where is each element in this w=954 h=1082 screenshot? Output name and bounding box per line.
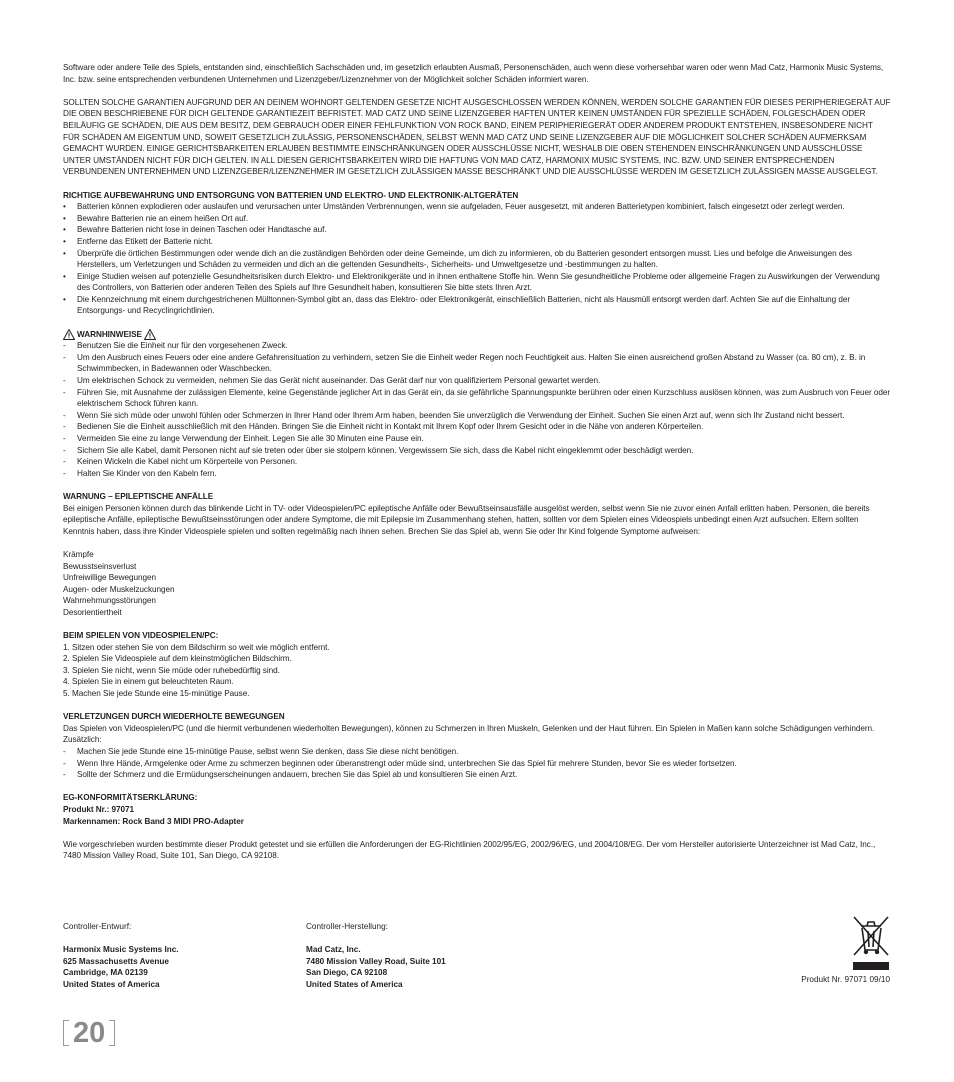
list-item: 1. Sitzen oder stehen Sie von dem Bildschirm so weit wie möglich entfernt. xyxy=(63,642,330,652)
list-item: Wahrnehmungsstörungen xyxy=(63,596,156,606)
product-code: Produkt Nr. 97071 09/10 xyxy=(801,975,890,984)
list-item: Bewusstseinsverlust xyxy=(63,561,137,571)
list-item: 5. Machen Sie jede Stunde eine 15-minütige Pause. xyxy=(63,689,250,699)
intro-paragraph: Software oder andere Teile des Spiels, entstanden sind, einschließlich Sachschäden und, im gesetzlich erlaubten Ausmaß, Personenschäden, auch wenn diese vorhersehbar waren oder wenn Mad Catz, Harmonix Music Systems, Inc. bzw. seine entsprechenden verbundenen Unternehmen und Lizenzgeber/Lizenznehmer von der Möglichkeit solcher Schäden informiert waren. xyxy=(63,63,884,84)
list-item: - Machen Sie jede Stunde eine 15-minütige Pause, selbst wenn Sie denken, dass Sie diese nicht benötigen. xyxy=(63,747,459,757)
page-number: 20 xyxy=(63,1018,115,1048)
page-bracket-left xyxy=(63,1020,69,1046)
warning-triangle-icon xyxy=(63,329,75,340)
epilepsy-text: Bei einigen Personen können durch das blinkende Licht in TV- oder Videospielen/PC epileptische Anfälle oder Bewußtseinsausfälle ausgelöst werden, selbst wenn Sie nie zuvor einen Anfall erlitten haben. Personen, die bereits epileptische Anfälle, epileptische Bewußtseinsstörungen oder andere Symptome, die mit Epilepsie im Zusammenhang stehen, hatten, sollten vor dem Spielen eines Videospiels unbedingt einen Arzt aufsuchen. Eltern sollten Kenntnis haben, dass ihre Kinder Videospiele spielen und sollten regelmäßig nach ihnen sehen. Brechen Sie das Spiel ab, wenn Sie oder Ihr Kind folgende Symptome aufweisen: xyxy=(63,503,870,536)
conformity-text: Wie vorgeschrieben wurden bestimmte dieser Produkt getestet und sie erfüllen die Anforderungen der EG-Richtlinien 2002/95/EG, 2002/96/EG, und 2004/108/EG. Der vom Hersteller autorisierte Unterzeichner ist Mad Catz, Inc., 7480 Mission Valley Road, Suite 101, San Diego, CA 92108. xyxy=(63,839,876,861)
list-item: - Bedienen Sie die Einheit ausschließlich mit den Händen. Bringen Sie die Einheit nicht in Kontakt mit Ihrem Kopf oder Ihrem Gesicht oder in die Nähe von anderen Körperteilen. xyxy=(63,422,704,432)
list-item: 3. Spielen Sie nicht, wenn Sie müde oder ruhebedürftig sind. xyxy=(63,665,280,675)
playing-list xyxy=(63,642,891,700)
list-item: - Wenn Ihre Hände, Armgelenke oder Arme zu schmerzen beginnen oder überanstrengt oder müde sind, unterbrechen Sie das Spiel für mehrere Stunden, bevor Sie es wieder fortsetzen. xyxy=(63,758,737,768)
list-item: - Führen Sie, mit Ausnahme der zulässigen Elemente, keine Gegenstände jeglicher Art in das Gerät ein, da sie gefährliche Spannungspunkte berühren oder einen Kurzschluss auslösen können, was zum Ausbruch von Feuer oder elektrischem Schock führen kann. xyxy=(63,387,891,409)
product-number: Produkt Nr.: 97071 xyxy=(63,805,134,814)
brand-name: Markennamen: Rock Band 3 MIDI PRO-Adapter xyxy=(63,816,244,826)
list-item: - Sollte der Schmerz und die Ermüdungserscheinungen andauern, brechen Sie das Spiel ab und konsultieren Sie einen Arzt. xyxy=(63,770,518,780)
address-line: Cambridge, MA 02139 xyxy=(63,968,148,978)
list-item: Unfreiwillige Bewegungen xyxy=(63,573,157,583)
address-line: United States of America xyxy=(63,979,160,989)
manufacturer-address xyxy=(306,921,446,991)
page-bracket-right xyxy=(109,1020,115,1046)
address-label: Controller-Entwurf: xyxy=(63,922,132,931)
warnings-list xyxy=(63,340,891,479)
batteries-list xyxy=(63,201,891,317)
address-label: Controller-Herstellung: xyxy=(306,922,388,931)
list-item: 4. Spielen Sie in einem gut beleuchteten Raum. xyxy=(63,677,234,687)
list-item: • Einige Studien weisen auf potenzielle Gesundheitsrisiken durch Elektro- und Elektronikgeräte und in ihnen enthaltene Stoffe hin. Wenn Sie gesundheitliche Probleme oder allgemeine Fragen zu Auswirkungen der Verwendung des Controllers, von Batterien oder anderen Teilen des Spiels auf Ihre Gesundheit haben, konsultieren Sie bitte stets Ihren Arzt. xyxy=(63,271,880,293)
address-line: 7480 Mission Valley Road, Suite 101 xyxy=(306,956,446,966)
address-line: United States of America xyxy=(306,979,403,989)
list-item: • Die Kennzeichnung mit einem durchgestrichenen Mülltonnen-Symbol gibt an, dass das Elektro- oder Elektronikgerät, einschließlich Batterien, nicht als Hausmüll entsorgt werden darf. Achten Sie auf die Einhaltung der Entsorgungs- und Recyclingrichtlinien. xyxy=(63,294,851,316)
playing-heading: BEIM SPIELEN VON VIDEOSPIELEN/PC: xyxy=(63,631,219,641)
symptoms-list xyxy=(63,549,891,619)
list-item: • Entferne das Etikett der Batterie nicht. xyxy=(63,236,213,246)
list-item: 2. Spielen Sie Videospiele auf dem kleinstmöglichen Bildschirm. xyxy=(63,654,292,664)
list-item: • Überprüfe die örtlichen Bestimmungen oder wende dich an die zuständigen Behörden oder deine Gemeinde, um dich zu informieren, ob du Batterien gesondert entsorgen musst. Lies und befolge die Anweisungen des Herstellers, um Verletzungen und Schäden zu vermeiden und dich an die geltenden Gesundheits-, Sicherheits- und Umweltgesetze und -bestimmungen zu halten. xyxy=(63,248,852,270)
list-item: - Um den Ausbruch eines Feuers oder eine andere Gefahrensituation zu verhindern, setzen Sie die Einheit weder Regen noch Feuchtigkeit aus. Halten Sie einen ausreichend großen Abstand zu Wasser (ca. 80 cm), z. B. in Schwimmbecken, in Badewannen oder Waschbecken. xyxy=(63,352,866,374)
list-item: Desorientiertheit xyxy=(63,607,122,617)
design-address xyxy=(63,921,179,991)
document-body xyxy=(63,62,891,862)
rsi-list xyxy=(63,746,891,781)
list-item: - Um elektrischen Schock zu vermeiden, nehmen Sie das Gerät nicht auseinander. Das Gerät darf nur von qualifiziertem Personal gewartet werden. xyxy=(63,376,601,386)
batteries-heading: RICHTIGE AUFBEWAHRUNG UND ENTSORGUNG VON BATTERIEN UND ELEKTRO- UND ELEKTRONIK-ALTGERÄTEN xyxy=(63,190,519,200)
address-line: 625 Massachusetts Avenue xyxy=(63,956,169,966)
list-item: - Wenn Sie sich müde oder unwohl fühlen oder Schmerzen in Ihrer Hand oder Ihrem Arm haben, beenden Sie unverzüglich die Verwendung der Einheit. Suchen Sie einen Arzt auf, wenn sich Ihr Zustand nicht bessert. xyxy=(63,410,845,420)
crossed-out-wheelie-bin-icon xyxy=(852,914,890,974)
list-item: • Batterien können explodieren oder auslaufen und verursachen unter Umständen Verbrennungen, wenn sie aufgeladen, Feuer ausgesetzt, mit anderen Batterietypen kombiniert, falsch eingesetzt oder zerlegt werden. xyxy=(63,202,845,212)
list-item: - Halten Sie Kinder von den Kabeln fern. xyxy=(63,468,217,478)
address-line: Mad Catz, Inc. xyxy=(306,945,361,955)
address-line: San Diego, CA 92108 xyxy=(306,968,388,978)
list-item: - Keinen Wickeln die Kabel nicht um Körperteile von Personen. xyxy=(63,457,298,467)
epilepsy-heading: WARNUNG – EPILEPTISCHE ANFÄLLE xyxy=(63,491,214,501)
warnings-heading: WARNHINWEISE xyxy=(63,329,891,341)
rsi-heading: VERLETZUNGEN DURCH WIEDERHOLTE BEWEGUNGEN xyxy=(63,712,285,722)
list-item: Krämpfe xyxy=(63,549,94,559)
conformity-heading: EG-KONFORMITÄTSERKLÄRUNG: xyxy=(63,793,198,803)
warranty-disclaimer: SOLLTEN SOLCHE GARANTIEN AUFGRUND DER AN DEINEM WOHNORT GELTENDEN GESETZE NICHT AUSGESCHLOSSEN WERDEN KÖNNEN, WERDEN SOLCHE GARANTIEN FÜR DIESES PERIPHERIEGERÄT AUF DIE OBEN BESCHRIEBENE FÜR DICH GELTENDE GARANTIEZEIT BEFRISTET. MAD CATZ UND SEINE LIZENZGEBER HAFTEN UNTER KEINEN UMSTÄNDEN FÜR SPEZIELLE SCHÄDEN, FOLGESCHÄDEN ODER BEILÄUFIG GE SCHÄDEN, DIE AUS DEM BESITZ, DEM GEBRAUCH ODER EINER FEHLFUNKTION VON ROCK BAND, EINEM PERIPHERIEGERÄT ODER ANDEREM PRODUKT ENTSTEHEN, INSBESONDERE NICHT FÜR SCHÄDEN AM EIGENTUM UND, SOWEIT GESETZLICH ZULÄSSIG, PERSONENSCHÄDEN, SELBST WENN MAD CATZ UND SEINE LIZENZGEBER AUF DIE MÖGLICHKEIT SOLCHER SCHÄDEN AUFMERKSAM GEMACHT WURDEN. EINIGE GERICHTSBARKEITEN ERLAUBEN BESTIMMTE EINSCHRÄNKUNGEN ODER AUSSCHLÜSSE NICHT, WESHALB DIE OBEN STEHENDEN EINSCHRÄNKUNGEN UND AUSSCHLÜSSE UNTER UMSTÄNDEN NICHT FÜR DICH GELTEN. IN ALL DIESEN GERICHTSBARKEITEN WIRD DIE HAFTUNG VON MAD CATZ, HARMONIX MUSIC SYSTEMS, INC. BZW. UND SEINER ENTSPRECHENDEN VERBUNDENEN UNTERNEHMEN UND LIZENZGEBER/LIZENZNEHMER IM GESETZLICH ZULÄSSIGEN MASSE BESCHRÄNKT UND DIE AUSSCHLÜSSE WERDEN IM GESETZLICH ZULÄSSIGEN MASSE AUSGELEGT. xyxy=(63,97,891,177)
rsi-text: Das Spielen von Videospielen/PC (und die hiermit verbundenen wiederholten Bewegungen), können zu Schmerzen in Ihren Muskeln, Gelenken und der Haut führen. Ein Spielen in Maßen kann solche Schädigungen verhindern. Zusätzlich: xyxy=(63,723,875,745)
list-item: - Sichern Sie alle Kabel, damit Personen nicht auf sie treten oder über sie stolpern können. Vergewissern Sie sich, dass die Kabel nicht eingeklemmt oder beschädigt werden. xyxy=(63,445,694,455)
list-item: • Bewahre Batterien nie an einem heißen Ort auf. xyxy=(63,213,249,223)
address-line: Harmonix Music Systems Inc. xyxy=(63,945,179,955)
list-item: • Bewahre Batterien nicht lose in deinen Taschen oder Handtasche auf. xyxy=(63,225,327,235)
list-item: - Vermeiden Sie eine zu lange Verwendung der Einheit. Legen Sie alle 30 Minuten eine Pause ein. xyxy=(63,434,424,443)
warning-triangle-icon xyxy=(144,329,156,340)
list-item: Augen- oder Muskelzuckungen xyxy=(63,584,175,594)
list-item: - Benutzen Sie die Einheit nur für den vorgesehenen Zweck. xyxy=(63,341,288,351)
